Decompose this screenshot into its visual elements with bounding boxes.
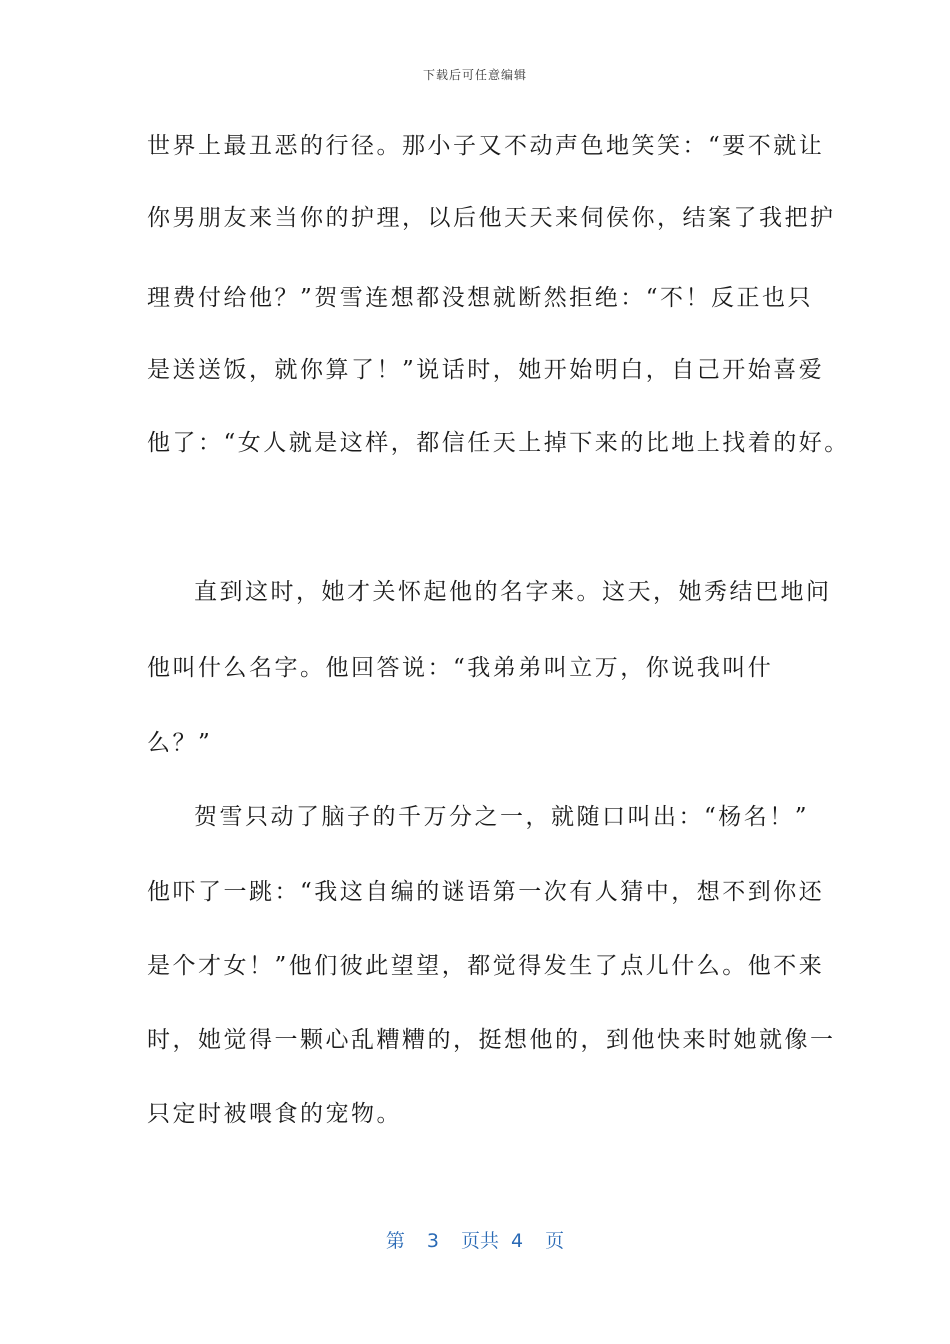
text-line: 贺雪只动了脑子的千万分之一，就随口叫出：“杨名！” (194, 804, 810, 830)
text-line: 理费付给他？”贺雪连想都没想就断然拒绝：“不！反正也只 (147, 285, 814, 311)
header-note: 下载后可任意编辑 (422, 68, 527, 82)
text-line: 是送送饭，就你算了！”说话时，她开始明白，自己开始喜爱 (147, 357, 825, 383)
page-number-footer (0, 1226, 950, 1253)
current-page-number: 3 (426, 1230, 439, 1252)
text-line: 他了：“女人就是这样，都信任天上掉下来的比地上找着的好。 (147, 430, 850, 456)
text-line: 直到这时，她才关怀起他的名字来。这天，她秀结巴地问 (194, 579, 832, 605)
total-page-number: 4 (511, 1230, 524, 1252)
footer-di: 第 (385, 1230, 405, 1252)
text-line: 他叫什么名字。他回答说：“我弟弟叫立万，你说我叫什 (147, 655, 774, 681)
text-line: 只定时被喂食的宠物。 (147, 1101, 402, 1127)
text-line: 他吓了一跳：“我这自编的谜语第一次有人猜中，想不到你还 (147, 879, 825, 905)
text-line: 是个才女！”他们彼此望望，都觉得发生了点儿什么。他不来 (147, 953, 825, 979)
text-line: 时，她觉得一颗心乱糟糟的，挺想他的，到他快来时她就像一 (147, 1027, 836, 1053)
text-line: 你男朋友来当你的护理，以后他天天来伺侯你，结案了我把护 (147, 205, 836, 231)
footer-ye-gong: 页共 (460, 1230, 499, 1252)
footer-ye: 页 (545, 1230, 565, 1252)
text-line: 世界上最丑恶的行径。那小子又不动声色地笑笑：“要不就让 (147, 133, 825, 159)
text-line: 么？” (147, 730, 213, 756)
